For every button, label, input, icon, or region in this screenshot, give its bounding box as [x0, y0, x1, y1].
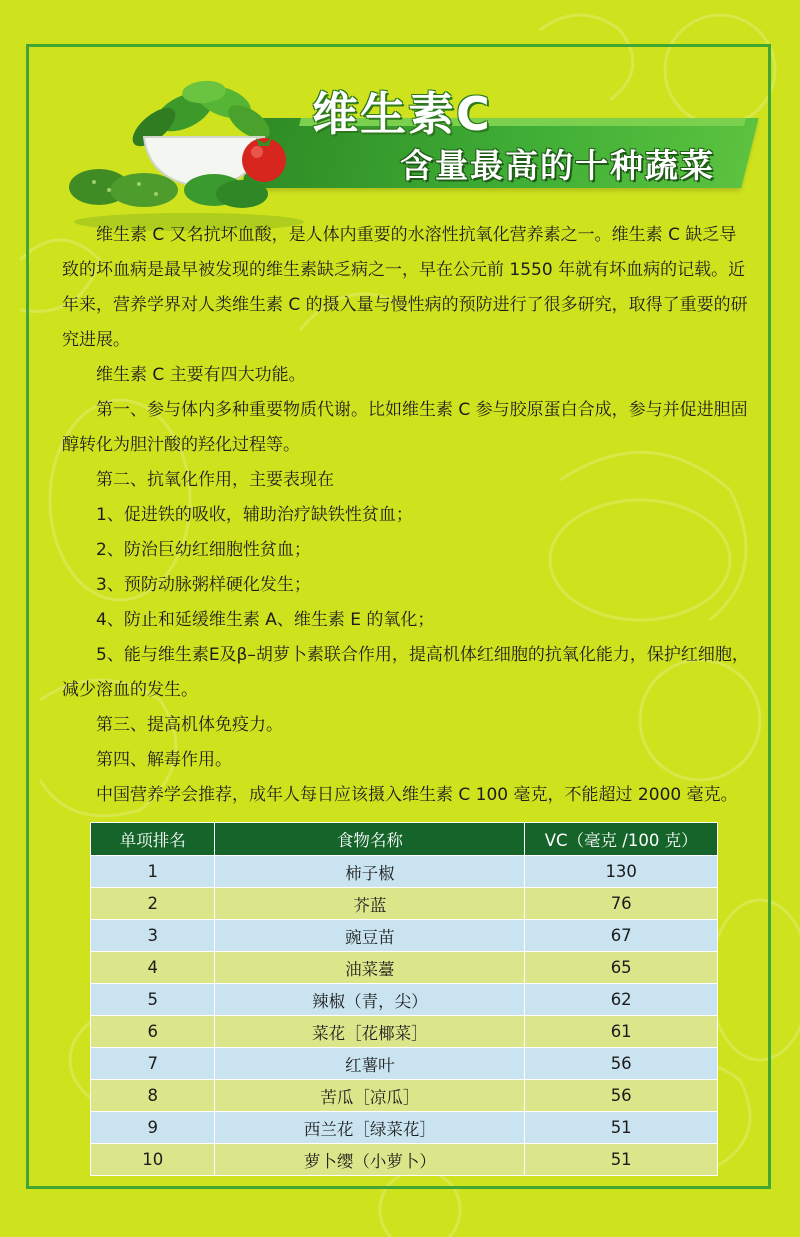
rank-cell: 8 [91, 1080, 215, 1112]
function-2: 第二、抗氧化作用，主要表现在 [96, 470, 334, 490]
vc-cell: 76 [525, 888, 718, 920]
function-2-item-5: 5、能与维生素E及β–胡萝卜素联合作用，提高机体红细胞的抗氧化能力，保护红细胞，减少溶血的发生。 [62, 645, 749, 700]
vitamin-c-table [90, 822, 718, 1176]
food-cell: 萝卜缨（小萝卜） [215, 1144, 525, 1176]
intro-paragraph: 维生素 C 又名抗坏血酸，是人体内重要的水溶性抗氧化营养素之一。维生素 C 缺乏导致的坏血病是最早被发现的维生素缺乏病之一，早在公元前 1550 年就有坏血病的记载。近年来，营养学界对人类维生素 C 的摄入量与慢性病的预防进行了很多研究，取得了重要的研究进展。 [62, 225, 748, 350]
page-subtitle: 含量最高的十种蔬菜 [400, 146, 715, 185]
food-cell: 芥蓝 [215, 888, 525, 920]
rank-cell: 4 [91, 952, 215, 984]
table-row [91, 1080, 718, 1112]
food-cell: 辣椒（青，尖） [215, 984, 525, 1016]
food-cell: 苦瓜［凉瓜］ [215, 1080, 525, 1112]
function-2-item-4: 4、防止和延缓维生素 A、维生素 E 的氧化； [96, 610, 435, 630]
food-cell: 油菜薹 [215, 952, 525, 984]
table-row [91, 1112, 718, 1144]
rank-cell: 9 [91, 1112, 215, 1144]
vegetable-bowl-illustration [64, 72, 314, 232]
vc-cell: 61 [525, 1016, 718, 1048]
table-row [91, 1048, 718, 1080]
rank-cell: 2 [91, 888, 215, 920]
food-cell: 菜花［花椰菜］ [215, 1016, 525, 1048]
cucumber-icon [69, 169, 178, 207]
function-1: 第一、参与体内多种重要物质代谢。比如维生素 C 参与胶原蛋白合成，参与并促进胆固醇转化为胆汁酸的羟化过程等。 [62, 400, 748, 455]
food-cell: 柿子椒 [215, 856, 525, 888]
function-2-item-1: 1、促进铁的吸收，辅助治疗缺铁性贫血； [96, 505, 413, 525]
table-row [91, 984, 718, 1016]
table-header-row [91, 823, 718, 856]
food-cell: 西兰花［绿菜花］ [215, 1112, 525, 1144]
article-body [62, 218, 752, 813]
recommendation-paragraph: 中国营养学会推荐，成年人每日应该摄入维生素 C 100 毫克，不能超过 2000 毫克。 [96, 785, 738, 805]
vc-cell: 56 [525, 1080, 718, 1112]
table-row [91, 888, 718, 920]
rank-cell: 5 [91, 984, 215, 1016]
vc-cell: 51 [525, 1144, 718, 1176]
vc-cell: 62 [525, 984, 718, 1016]
tomato-icon [242, 138, 286, 182]
function-2-item-2: 2、防治巨幼红细胞性贫血； [96, 540, 311, 560]
table-row [91, 856, 718, 888]
column-header-vc: VC（毫克 /100 克） [525, 823, 718, 856]
function-2-item-3: 3、预防动脉粥样硬化发生； [96, 575, 311, 595]
table-row [91, 1144, 718, 1176]
rank-cell: 6 [91, 1016, 215, 1048]
vc-cell: 65 [525, 952, 718, 984]
function-4: 第四、解毒作用。 [96, 750, 232, 770]
vc-cell: 67 [525, 920, 718, 952]
rank-cell: 7 [91, 1048, 215, 1080]
function-3: 第三、提高机体免疫力。 [96, 715, 283, 735]
vc-cell: 130 [525, 856, 718, 888]
functions-heading: 维生素 C 主要有四大功能。 [96, 365, 306, 385]
food-cell: 豌豆苗 [215, 920, 525, 952]
table-row [91, 920, 718, 952]
food-cell: 红薯叶 [215, 1048, 525, 1080]
vc-cell: 51 [525, 1112, 718, 1144]
column-header-rank: 单项排名 [91, 823, 215, 856]
table-row [91, 1016, 718, 1048]
column-header-food: 食物名称 [215, 823, 525, 856]
rank-cell: 3 [91, 920, 215, 952]
rank-cell: 10 [91, 1144, 215, 1176]
page-title: 维生素C [312, 87, 492, 141]
vc-cell: 56 [525, 1048, 718, 1080]
table-row [91, 952, 718, 984]
rank-cell: 1 [91, 856, 215, 888]
